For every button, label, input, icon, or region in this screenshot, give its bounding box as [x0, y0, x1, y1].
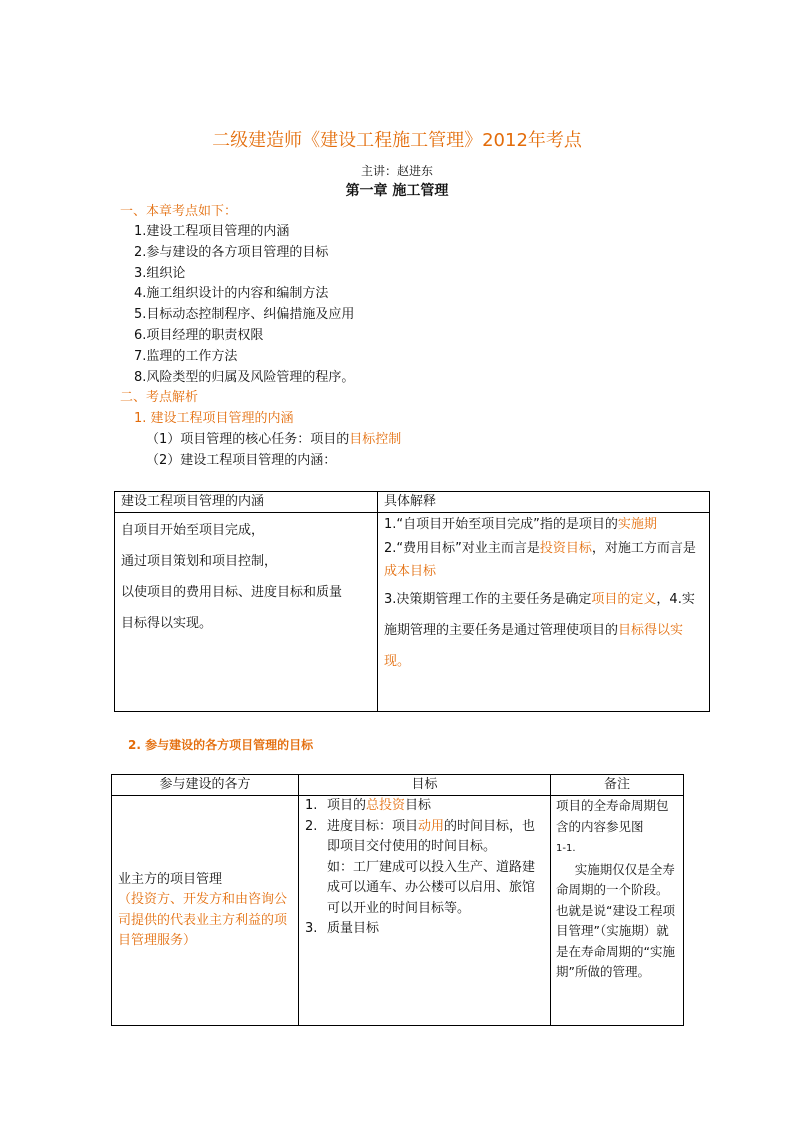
section2-heading: 二、考点解析	[120, 390, 199, 405]
party-cell	[112, 796, 299, 1026]
connotation-line: （2）建设工程项目管理的内涵：	[146, 453, 337, 468]
connotation-cell	[115, 513, 378, 712]
list-item: 7.监理的工作方法	[134, 348, 238, 364]
list-item: 2.参与建设的各方项目管理的目标	[134, 244, 329, 260]
goal-item: 1. 项目的总投资目标	[305, 798, 432, 813]
core-task-line	[146, 430, 401, 451]
list-item: 4.施工组织设计的内容和编制方法	[134, 286, 329, 302]
explanation-item: 3.决策期管理工作的主要任务是确定项目的定义，4.实施期管理的主要任务是通过管理使项目的目标得以实现。	[384, 591, 695, 669]
section1-heading: 一、本章考点如下：	[120, 204, 238, 219]
document-title: 二级建造师《建设工程施工管理》2012年考点	[212, 130, 582, 151]
chapter-heading: 第一章 施工管理	[345, 183, 449, 199]
lecturer-line: 主讲：赵进东	[360, 164, 433, 178]
exam-points-list	[134, 222, 354, 388]
table-row	[112, 775, 684, 796]
goal-item: 2. 进度目标：项目动用的时间目标，也即项目交付使用的时间目标。 如：工厂建成可以投入生产、道路建成可以通车、办公楼可以启用、旅馆可以开业的时间目标等。	[305, 818, 536, 916]
table-row	[115, 513, 710, 712]
table-row	[115, 492, 710, 513]
core-task-highlight: 目标控制	[349, 432, 402, 447]
table-header-cell: 建设工程项目管理的内涵	[115, 492, 378, 513]
connotation-line: 目标得以实现。	[121, 616, 213, 631]
table-header-cell: 目标	[299, 775, 551, 796]
table-header-cell: 备注	[551, 775, 684, 796]
list-item: 5.目标动态控制程序、纠偏措施及应用	[134, 307, 355, 323]
list-item: 1.建设工程项目管理的内涵	[134, 224, 290, 239]
party-name: 业主方的项目管理	[118, 871, 223, 887]
subsection2-title: 2. 参与建设的各方项目管理的目标	[128, 738, 314, 752]
list-item: 8.风险类型的归属及风险管理的程序。	[134, 369, 355, 385]
connotation-table	[114, 491, 710, 712]
connotation-line: 自项目开始至项目完成，	[121, 523, 265, 538]
parties-goals-table	[111, 774, 684, 1026]
explanation-item: 1.“自项目开始至项目完成”指的是项目的实施期	[384, 517, 657, 532]
note-cell: 项目的全寿命周期包含的内容参见图 1-1. 实施期仅仅是全寿命周期的一个阶段。也就是说“建设工程项目管理”（实施期）就是在寿命周期的“实施期”所做的管理。	[551, 796, 684, 1026]
party-description: （投资方、开发方和由咨询公司提供的代表业主方利益的项目管理服务）	[118, 892, 288, 948]
goal-item: 3. 质量目标	[305, 921, 380, 936]
table-row	[112, 796, 684, 1026]
connotation-line: 通过项目策划和项目控制，	[121, 554, 278, 569]
core-task-text: （1）项目管理的核心任务：项目的	[146, 432, 350, 447]
table-header-cell: 具体解释	[378, 492, 710, 513]
list-item: 6.项目经理的职责权限	[134, 327, 264, 343]
subsection1-title: 1. 建设工程项目管理的内涵	[134, 411, 294, 426]
goals-cell	[299, 796, 551, 1026]
explanation-item: 2.“费用目标”对业主而言是投资目标，对施工方而言是成本目标	[384, 540, 696, 579]
explanation-cell	[378, 513, 710, 712]
connotation-line: 以使项目的费用目标、进度目标和质量	[121, 585, 343, 600]
list-item: 3.组织论	[134, 265, 186, 281]
table-header-cell: 参与建设的各方	[112, 775, 299, 796]
